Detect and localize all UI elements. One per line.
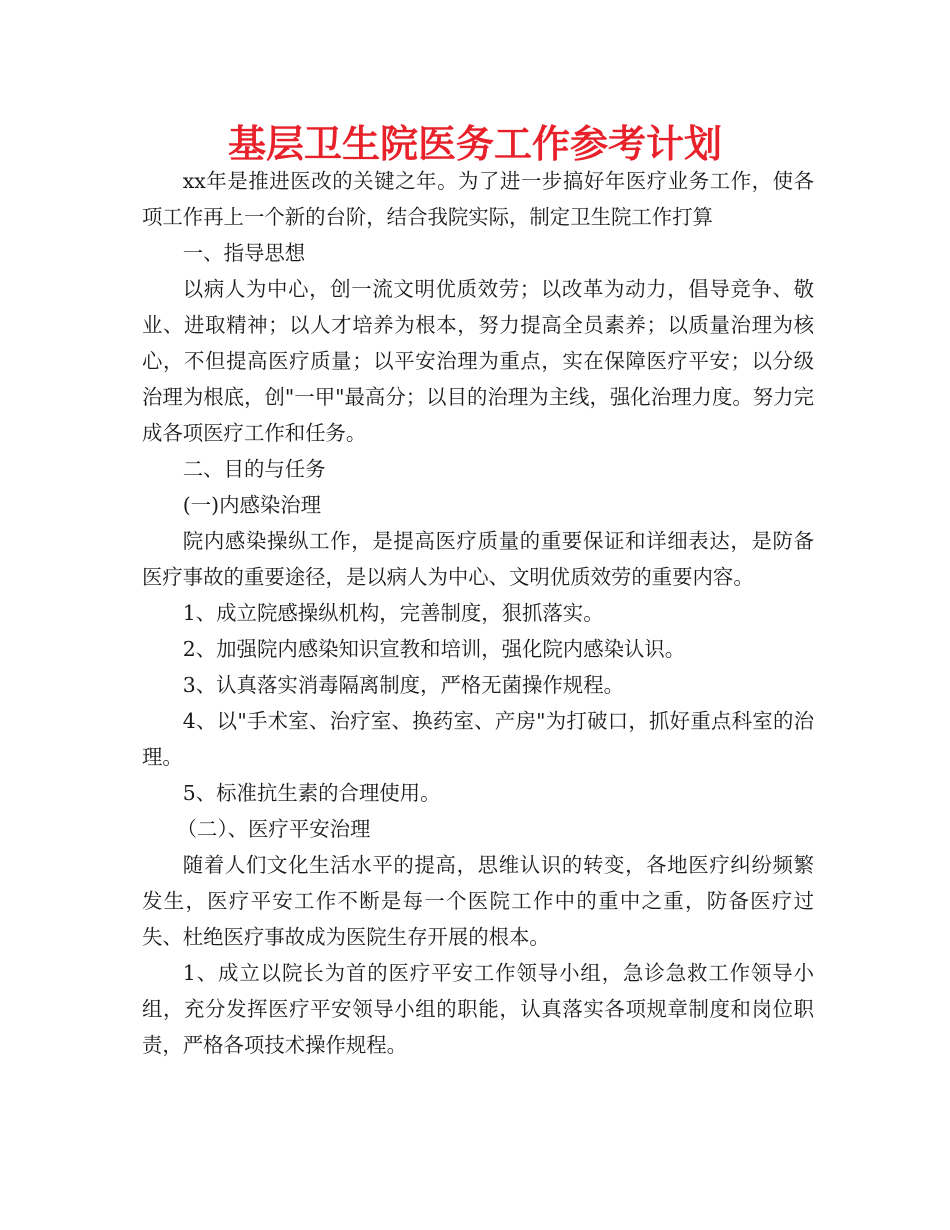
intro-paragraph: xx年是推进医改的关键之年。为了进一步搞好年医疗业务工作，使各项工作再上一个新的台阶，结合我院实际，制定卫生院工作打算 (142, 169, 814, 229)
subsection-heading-medical-safety: （二）、医疗平安治理 (176, 817, 371, 841)
infection-item-4: 4、以"手术室、治疗室、换药室、产房"为打破口，抓好重点科室的治理。 (142, 709, 814, 769)
guiding-ideology-paragraph: 以病人为中心，创一流文明优质效劳；以改革为动力，倡导竞争、敬业、进取精神；以人才培养为根本，努力提高全员素养；以质量治理为核心，不但提高医疗质量；以平安治理为重点，实在保障医疗平安；以分级治理为根底，创"一甲"最高分；以目的治理为主线，强化治理力度。努力完成各项医疗工作和任务。 (142, 277, 814, 445)
medical-safety-paragraph: 随着人们文化生活水平的提高，思维认识的转变，各地医疗纠纷频繁发生，医疗平安工作不断是每一个医院工作中的重中之重，防备医疗过失、杜绝医疗事故成为医院生存开展的根本。 (142, 853, 814, 949)
document-title: 基层卫生院医务工作参考计划 (227, 122, 722, 166)
document-body (142, 163, 814, 1063)
subsection-heading-infection-control: (一)内感染治理 (182, 493, 322, 517)
infection-control-paragraph: 院内感染操纵工作，是提高医疗质量的重要保证和详细表达，是防备医疗事故的重要途径，是以病人为中心、文明优质效劳的重要内容。 (142, 529, 814, 589)
medical-safety-item-1: 1、成立以院长为首的医疗平安工作领导小组，急诊急救工作领导小组，充分发挥医疗平安领导小组的职能，认真落实各项规章制度和岗位职责，严格各项技术操作规程。 (142, 961, 814, 1057)
infection-item-1: 1、成立院感操纵机构，完善制度，狠抓落实。 (182, 601, 604, 625)
infection-item-2: 2、加强院内感染知识宣教和培训，强化院内感染认识。 (182, 637, 686, 661)
infection-item-3: 3、认真落实消毒隔离制度，严格无菌操作规程。 (182, 673, 624, 697)
section-heading-guiding-ideology: 一、指导思想 (182, 241, 306, 265)
infection-item-5: 5、标准抗生素的合理使用。 (182, 781, 441, 805)
section-heading-goals-tasks: 二、目的与任务 (182, 457, 326, 481)
